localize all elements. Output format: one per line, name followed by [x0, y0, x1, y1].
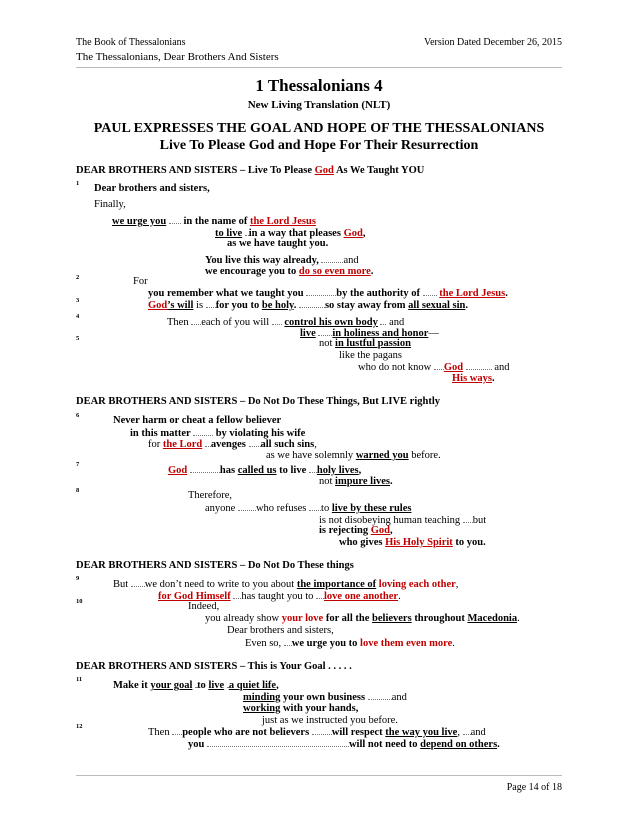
verse-line: Indeed, — [188, 601, 220, 612]
main-heading: PAUL EXPRESSES THE GOAL AND HOPE OF THE THESSALONIANS — [93, 121, 545, 136]
verse-line: Dear brothers and sisters, — [227, 625, 334, 636]
header-book-title: The Book of Thessalonians — [76, 37, 186, 48]
verse-line: you already show your love for all the believers throughout Macedonia. — [205, 613, 520, 624]
verse-line: is not disobeying human teaching but — [319, 515, 487, 526]
sub-heading: Live To Please God and Hope For Their Resurrection — [159, 138, 479, 153]
verse-line: Never harm or cheat a fellow believer — [113, 415, 282, 426]
section-heading-3: DEAR BROTHERS AND SISTERS – Do Not Do These things — [76, 560, 354, 571]
verse-line: Finally, — [94, 199, 126, 210]
section-heading-4: DEAR BROTHERS AND SISTERS – This is Your Goal . . . . . — [76, 661, 352, 672]
verse-number: 5 — [76, 335, 80, 342]
translation: New Living Translation (NLT) — [247, 99, 391, 111]
verse-line: live in holiness and honor— — [300, 328, 439, 339]
verse-line: for the Lord avenges all such sins, — [148, 439, 317, 450]
verse-line: Make it your goal to live a quiet life, — [113, 680, 279, 691]
page-number: Page 14 of 18 — [506, 782, 562, 793]
verse-line: who do not know God and — [358, 362, 510, 373]
verse-line: just as we instructed you before. — [262, 715, 398, 726]
verse-number: 12 — [76, 723, 83, 730]
header-rule — [76, 67, 562, 68]
verse-line: God’s will is for you to be holy. so stay away from all sexual sin. — [148, 300, 468, 311]
verse-line: His ways. — [452, 373, 495, 384]
verse-line: minding your own business and — [243, 692, 407, 703]
verse-line: as we have taught you. — [227, 238, 329, 249]
verse-number: 11 — [76, 676, 83, 683]
page-title: 1 Thessalonians 4 — [255, 76, 383, 95]
verse-number: 6 — [76, 412, 80, 419]
verse-line: you will not need to depend on others. — [188, 739, 500, 750]
verse-line: in this matter by violating his wife — [130, 428, 306, 439]
verse-line: like the pagans — [339, 350, 402, 361]
verse-line: God has called us to live holy lives, — [168, 465, 362, 476]
verse-line: who gives His Holy Spirit to you. — [339, 537, 486, 548]
verse-line: working with your hands, — [243, 703, 359, 714]
verse-number: 9 — [76, 575, 80, 582]
footer-rule — [76, 775, 562, 776]
verse-line: anyone who refuses to live by these rules — [205, 503, 412, 514]
verse-number: 1 — [76, 180, 80, 187]
header-subtitle: The Thessalonians, Dear Brothers And Sisters — [76, 51, 279, 63]
verse-line: You live this way already, and — [205, 255, 359, 266]
verse-line: But we don’t need to write to you about the importance of loving each other, — [113, 579, 459, 590]
verse-line: For — [133, 276, 148, 287]
verse-line: as we have solemnly warned you before. — [266, 450, 441, 461]
verse-number: 7 — [76, 461, 80, 468]
verse-line: for God Himself has taught you to love one another. — [158, 591, 401, 602]
verse-line: not impure lives. — [319, 476, 393, 487]
verse-number: 3 — [76, 297, 80, 304]
header-version: Version Dated December 26, 2015 — [423, 37, 562, 48]
verse-line: Then each of you will control his own body and — [167, 317, 405, 328]
verse-line: we encourage you to do so even more. — [205, 266, 374, 277]
verse-number: 2 — [76, 274, 80, 281]
section-heading-1: DEAR BROTHERS AND SISTERS – Live To Please God As We Taught YOU — [76, 165, 425, 176]
verse-line: Dear brothers and sisters, — [94, 183, 210, 194]
verse-line: Even so, we urge you to love them even more. — [245, 638, 455, 649]
verse-line: to live in a way that pleases God, — [215, 228, 366, 239]
verse-number: 4 — [76, 313, 80, 320]
verse-line: you remember what we taught you by the authority of the Lord Jesus. — [148, 288, 508, 299]
verse-line: is rejecting God, — [319, 525, 393, 536]
verse-line: not in lustful passion — [319, 338, 411, 349]
verse-number: 8 — [76, 487, 80, 494]
verse-line: Then people who are not believers will respect the way you live, and — [148, 727, 486, 738]
section-heading-2: DEAR BROTHERS AND SISTERS – Do Not Do These Things, But LIVE rightly — [76, 396, 440, 407]
verse-line: Therefore, — [188, 490, 233, 501]
verse-number: 10 — [76, 598, 83, 605]
verse-line: we urge you in the name of the Lord Jesus — [112, 216, 316, 227]
